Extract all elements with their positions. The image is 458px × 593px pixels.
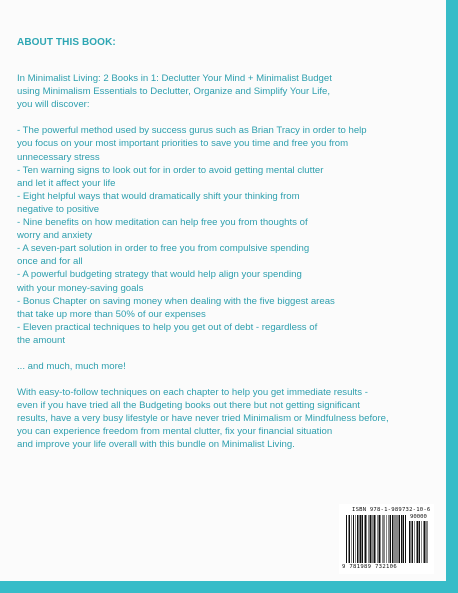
barcode-bar — [424, 521, 426, 563]
barcode-bar — [362, 515, 363, 563]
barcode-bar — [370, 515, 372, 563]
barcode-bar — [374, 515, 376, 563]
barcode-bar — [385, 515, 386, 563]
barcode-bar — [348, 515, 349, 563]
list-item: - Eight helpful ways that would dramatically shift your thinking from negative to positive — [17, 190, 300, 215]
barcode-bar — [403, 515, 404, 563]
spacer — [17, 347, 437, 360]
list-item: - Bonus Chapter on saving money when dealing with the five biggest areas that take up more than 50% of our expenses — [17, 295, 335, 320]
list-item: - The powerful method used by success gurus such as Brian Tracy in order to help you focus on your most important priorities to save you time and free you from unnecessary stress — [17, 125, 367, 163]
barcode-bar — [387, 515, 388, 563]
barcode-bar — [360, 515, 362, 563]
barcode-bar — [409, 521, 411, 563]
list-item: - A powerful budgeting strategy that would help align your spending with your money-saving goals — [17, 269, 302, 294]
benefits-list — [17, 124, 437, 347]
barcode-bar — [427, 521, 428, 563]
barcode-bar — [422, 521, 423, 563]
barcode-bar — [359, 515, 360, 563]
isbn-barcode — [339, 504, 434, 574]
spacer — [17, 59, 437, 72]
more-text: ... and much, much more! — [17, 360, 126, 372]
book-description — [17, 36, 437, 452]
list-item: - Nine benefits on how meditation can help free you from thoughts of worry and anxiety — [17, 217, 308, 242]
barcode-bar — [378, 515, 379, 563]
barcode-bar — [417, 521, 418, 563]
barcode-bar — [357, 515, 358, 563]
barcode-bar — [392, 515, 394, 563]
barcode-bar — [383, 515, 384, 563]
barcode-bar — [414, 521, 415, 563]
barcode-bar — [379, 515, 380, 563]
barcode-bar — [376, 515, 377, 563]
barcode-bar — [365, 515, 367, 563]
barcode-bar — [381, 515, 382, 563]
spacer — [17, 373, 437, 386]
section-heading: ABOUT THIS BOOK: — [17, 37, 116, 48]
barcode-bar — [401, 515, 403, 563]
barcode-bar — [397, 515, 398, 563]
barcode-bar — [426, 521, 427, 563]
list-item: - Ten warning signs to look out for in order to avoid getting mental clutter and let it affect your life — [17, 164, 324, 189]
closing-paragraph: With easy-to-follow techniques on each chapter to help you get immediate results - even if you have tried all the Budgeting books out there but not getting significant results, have a very busy lifestyle or have never tried Minimalism or Mindfulness before, you can experience freedom from mental clutter, fix your financial situation and improve your life overall with this bundle on Minimalist Living. — [17, 387, 389, 451]
price-addon-code: 90000 — [410, 514, 427, 520]
list-item: - Eleven practical techniques to help you get out of debt - regardless of the amount — [17, 321, 318, 346]
barcode-bar — [372, 515, 373, 563]
addon-barcode-bars — [409, 521, 429, 563]
barcode-bar — [389, 515, 390, 563]
isbn-number: ISBN 978-1-989732-10-6 — [352, 507, 431, 513]
barcode-bar — [399, 515, 401, 563]
barcode-bar — [412, 521, 414, 563]
barcode-bar — [349, 515, 350, 563]
spacer — [17, 111, 437, 124]
barcode-bar — [351, 515, 352, 563]
barcode-bar — [395, 515, 396, 563]
barcode-bar — [416, 521, 417, 563]
list-item: - A seven-part solution in order to free you from compulsive spending once and for all — [17, 243, 310, 268]
intro-paragraph: In Minimalist Living: 2 Books in 1: Declutter Your Mind + Minimalist Budget using Minimalism Essentials to Declutter, Organize and Simplify Your Life, you will discover: — [17, 73, 332, 111]
barcode-bar — [368, 515, 369, 563]
barcode-bar — [355, 515, 356, 563]
barcode-bar — [390, 515, 391, 563]
barcode-bar — [396, 515, 397, 563]
barcode-bar — [346, 515, 347, 563]
barcode-bar — [364, 515, 365, 563]
barcode-bar — [419, 521, 421, 563]
ean-number: 9 781989 732106 — [342, 564, 398, 570]
barcode-bar — [353, 515, 354, 563]
barcode-bar — [405, 515, 406, 563]
barcode-bars — [346, 515, 406, 563]
